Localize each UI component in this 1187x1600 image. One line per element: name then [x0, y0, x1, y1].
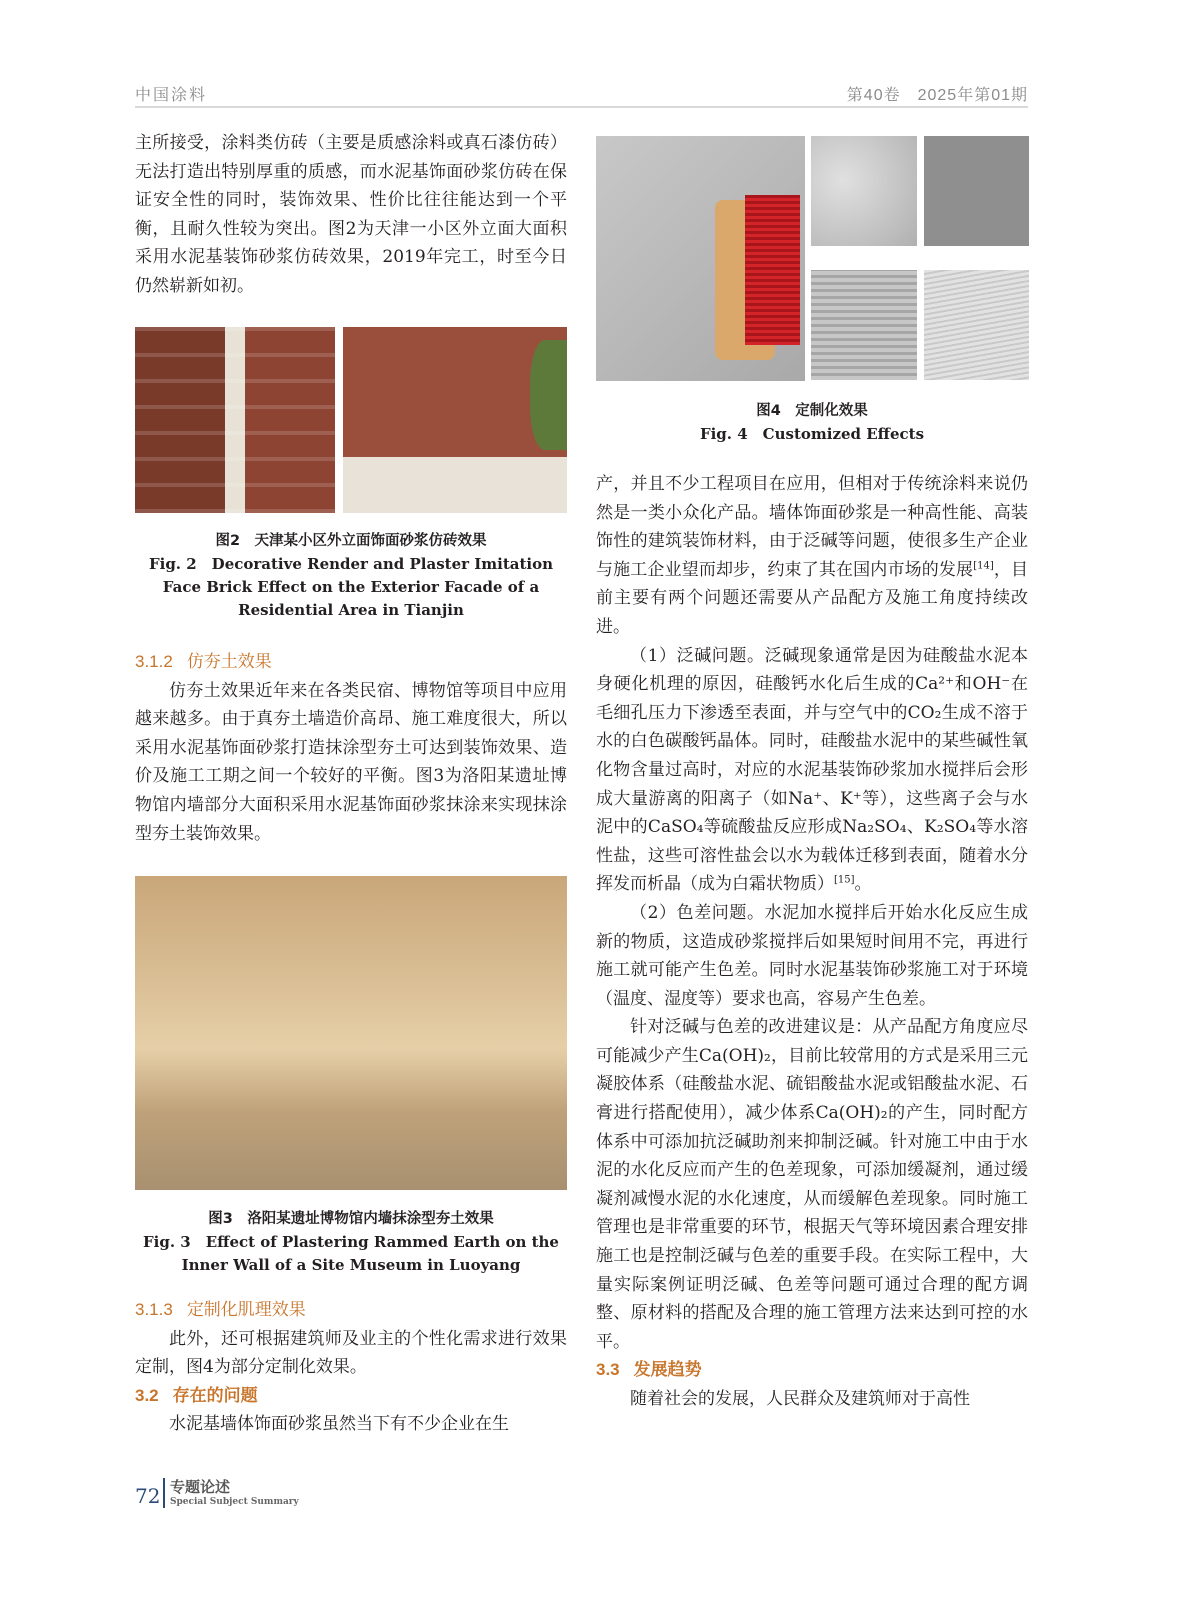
paragraph: 随着社会的发展，人民群众及建筑师对于高性 [630, 1389, 970, 1409]
citation: [15] [834, 874, 855, 886]
fig3-caption [135, 1208, 567, 1277]
fig4-caption-en: Fig. 4 Customized Effects [699, 425, 925, 443]
fig4-brush-bristles [745, 195, 800, 345]
footer-section-en: Special Subject Summary [170, 1497, 299, 1507]
page-number: 72 [135, 1484, 161, 1508]
fig2-caption-en: Fig. 2 Decorative Render and Plaster Imitation Face Brick Effect on the Exterior Facade of a Residential Area in Tianjin [148, 555, 554, 619]
section-heading [135, 648, 567, 677]
paragraph: 水泥基墙体饰面砂浆虽然当下有不少企业在生 [169, 1414, 509, 1435]
paragraph: 仿夯土效果近年来在各类民宿、博物馆等项目中应用越来越多。由于真夯土墙造价高昂、施工难度很大，所以采用水泥基饰面砂浆打造抹涂型夯土可达到装饰效果、造价及施工工期之间一个较好的平衡。图3为洛阳某遗址博物馆内墙部分大面积采用水泥基饰面砂浆抹涂来实现抹涂型夯土装饰效果。 [135, 680, 567, 844]
text: 产，并且不少工程项目在应用，但相对于传统涂料来说仍然是一类小众化产品。墙体饰面砂浆是一种高性能、高装饰性的建筑装饰材料，由于泛碱等问题，使很多生产企业与施工企业望而却步，约束了其在国内市场的发展 [596, 474, 1028, 580]
section-title: 定制化肌理效果 [186, 1300, 306, 1319]
fig2-caption-zh: 图2 天津某小区外立面饰面砂浆仿砖效果 [215, 533, 487, 549]
footer-divider [163, 1478, 165, 1508]
section-heading [135, 1296, 567, 1325]
citation: [14] [973, 560, 994, 572]
fig4-caption-zh: 图4 定制化效果 [756, 403, 868, 419]
section-heading [596, 1356, 1028, 1385]
section-3-1-2 [135, 648, 567, 848]
fig2-photo-residential-left [135, 327, 335, 513]
section-heading [135, 1382, 567, 1411]
paragraph [596, 470, 1028, 642]
fig4-photo-texture-brushed [924, 270, 1029, 380]
fig3-photo-museum-interior [135, 876, 567, 1190]
text: 。 [854, 874, 872, 895]
section-title: 发展趋势 [633, 1360, 702, 1380]
fig4-photo-texture-rough [811, 136, 917, 246]
right-body [596, 470, 1028, 1414]
paragraph: （2）色差问题。水泥加水搅拌后开始水化反应生成新的物质，这造成砂浆搅拌后如果短时间用不完，再进行施工就可能产生色差。同时水泥基装饰砂浆施工对于环境（温度、湿度等）要求也高，容易产生色差。 [596, 902, 1028, 1009]
section-3-1-3 [135, 1296, 567, 1439]
section-title: 存在的问题 [172, 1385, 258, 1405]
text: （1）泛碱问题。泛碱现象通常是因为硅酸盐水泥本身硬化机理的原因，硅酸钙水化后生成的Ca²⁺和OH⁻在毛细孔压力下渗透至表面，并与空气中的CO₂生成不溶于水的白色碳酸钙晶体。同时，硅酸盐水泥中的某些碱性氧化物含量过高时，对应的水泥基装饰砂浆加水搅拌后会形成大量游离的阳离子（如Na⁺、K⁺等），这些离子会与水泥中的CaSO₄等硫酸盐反应形成Na₂SO₄、K₂SO₄等水溶性盐，这些可溶性盐会以水为载体迁移到表面，随着水分挥发而析晶（成为白霜状物质） [596, 645, 1028, 895]
left-intro [135, 129, 567, 301]
fig2-photo-tree [530, 340, 567, 450]
text: ，目前主要有两个问题还需要从产品配方及施工角度持续改进。 [596, 559, 1029, 637]
issue-info: 第40卷 2025年第01期 [846, 87, 1028, 104]
paragraph [596, 642, 1028, 899]
section-title: 仿夯土效果 [186, 652, 272, 671]
fig4-caption [596, 400, 1028, 446]
fig4-photo-texture-speckled [924, 136, 1029, 246]
fig2-caption [135, 530, 567, 622]
section-number: 3.2 [135, 1385, 159, 1405]
section-number: 3.1.2 [135, 652, 173, 671]
fig4-photo-texture-grooved [811, 270, 917, 380]
footer-section-zh: 专题论述 [170, 1478, 231, 1496]
paragraph: 针对泛碱与色差的改进建议是：从产品配方角度应尽可能减少产生Ca(OH)₂，目前比较常用的方式是采用三元凝胶体系（硅酸盐水泥、硫铝酸盐水泥或铝酸盐水泥、石膏进行搭配使用），减少体系Ca(OH)₂的产生，同时配方体系中可添加抗泛碱助剂来抑制泛碱。针对施工中由于水泥的水化反应而产生的色差现象，可添加缓凝剂，通过缓凝剂减慢水泥的水化速度，从而缓解色差现象。同时施工管理也是非常重要的环节，根据天气等环境因素合理安排施工也是控制泛碱与色差的重要手段。在实际工程中，大量实际案例证明泛碱、色差等问题可通过合理的配方调整、原材料的搭配及合理的施工管理方法来达到可控的水平。 [596, 1017, 1028, 1352]
header-rule [135, 106, 1028, 108]
fig3-caption-en: Fig. 3 Effect of Plastering Rammed Earth on the Inner Wall of a Site Museum in Luoyang [143, 1233, 559, 1274]
section-number: 3.1.3 [135, 1300, 173, 1319]
paragraph: 此外，还可根据建筑师及业主的个性化需求进行效果定制，图4为部分定制化效果。 [135, 1328, 567, 1378]
intro-paragraph: 主所接受，涂料类仿砖（主要是质感涂料或真石漆仿砖）无法打造出特别厚重的质感，而水泥基饰面砂浆仿砖在保证安全性的同时，装饰效果、性价比往往能达到一个平衡，且耐久性较为突出。图2为天津一小区外立面大面积采用水泥基装饰砂浆仿砖效果，2019年完工，时至今日仍然崭新如初。 [135, 133, 567, 296]
journal-name: 中国涂料 [135, 87, 208, 104]
fig3-caption-zh: 图3 洛阳某遗址博物馆内墙抹涂型夯土效果 [208, 1211, 494, 1227]
section-number: 3.3 [596, 1360, 620, 1380]
